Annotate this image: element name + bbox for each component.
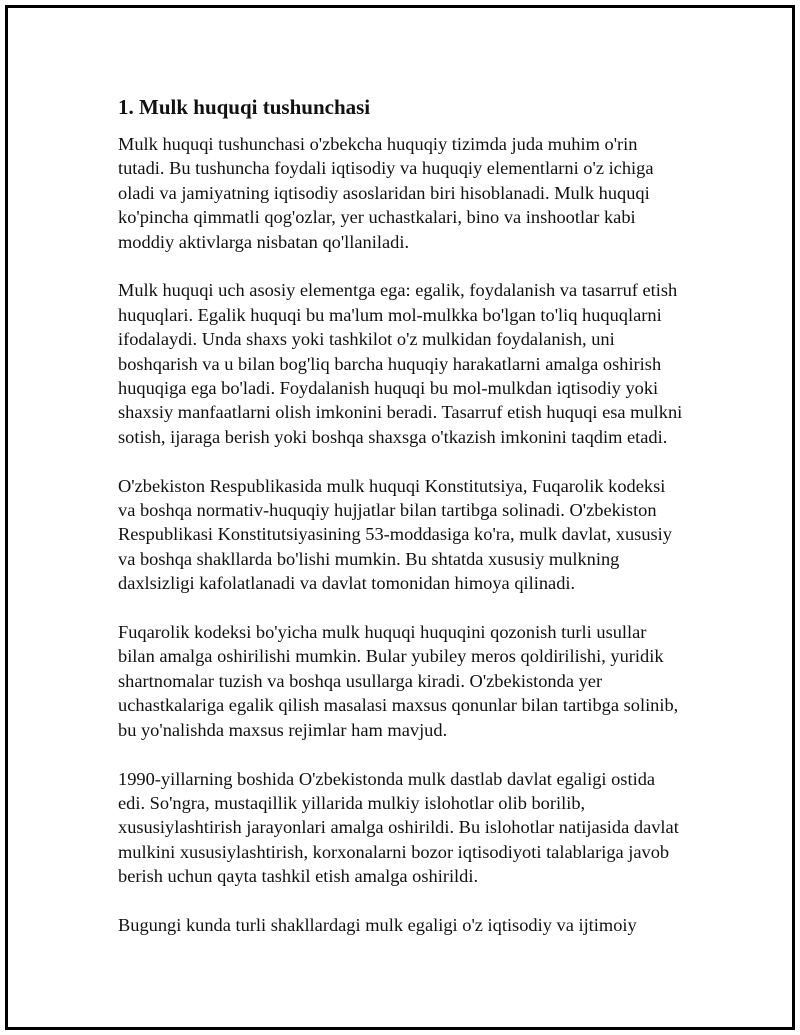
paragraph-line: O'zbekiston Respublikasida mulk huquqi Konstitutsiya, Fuqarolik kodeksi <box>118 475 666 496</box>
paragraph-line: huquqlari. Egalik huquqi bu ma'lum mol-mulkka bo'lgan to'liq huquqlarni <box>118 304 662 325</box>
paragraph-4 <box>118 620 738 742</box>
paragraph-line: Respublikasi Konstitutsiyasining 53-moddasiga ko'ra, mulk davlat, xususiy <box>118 524 672 545</box>
paragraph-line: xususiylashtirish jarayonlari amalga oshirildi. Bu islohotlar natijasida davlat <box>118 817 679 838</box>
paragraph-line: shartnomalar tuzish va boshqa usullarga kiradi. O'zbekistonda yer <box>118 670 603 691</box>
paragraph-line: mulkini xususiylashtirish, korxonalarni bozor iqtisodiyoti talablariga javob <box>118 841 670 862</box>
paragraph-line: va boshqa normativ-huquqiy hujjatlar bilan tartibga solinadi. O'zbekiston <box>118 500 657 521</box>
paragraph-6 <box>118 913 738 937</box>
section-title: 1. Mulk huquqi tushunchasi <box>118 95 371 119</box>
paragraph-line: uchastkalariga egalik qilish masalasi maxsus qonunlar bilan tartibga solinib, <box>118 695 679 716</box>
paragraph-line: huquqiga ega bo'ladi. Foydalanish huquqi bu mol-mulkdan iqtisodiy yoki <box>118 378 659 399</box>
paragraph-line: ko'pincha qimmatli qog'ozlar, yer uchastkalari, bino va inshootlar kabi <box>118 207 636 228</box>
paragraph-5 <box>118 767 738 889</box>
paragraph-line: Mulk huquqi tushunchasi o'zbekcha huquqiy tizimda juda muhim o'rin <box>118 134 638 154</box>
paragraph-line: 1990-yillarning boshida O'zbekistonda mulk dastlab davlat egaligi ostida <box>118 768 656 789</box>
paragraph-3 <box>118 474 738 596</box>
paragraph-line: berish uchun qayta tashkil etish amalga oshirildi. <box>118 866 479 887</box>
paragraph-line: sotish, ijaraga berish yoki boshqa shaxsga o'tkazish imkonini taqdim etadi. <box>118 426 668 447</box>
paragraph-line: shaxsiy manfaatlarni olish imkonini beradi. Tasarruf etish huquqi esa mulkni <box>118 402 683 423</box>
paragraph-line: va boshqa shakllarda bo'lishi mumkin. Bu shtatda xususiy mulkning <box>118 548 620 569</box>
paragraph-line: bu yo'nalishda maxsus rejimlar ham mavjud. <box>118 719 448 740</box>
paragraph-line: moddiy aktivlarga nisbatan qo'llaniladi. <box>118 231 410 252</box>
paragraph-line: Fuqarolik kodeksi bo'yicha mulk huquqi huquqini qozonish turli usullar <box>118 622 647 643</box>
document-body <box>118 95 738 962</box>
paragraph-line: boshqarish va u bilan bog'liq barcha huquqiy harakatlarni amalga oshirish <box>118 353 662 374</box>
paragraph-line: tutadi. Bu tushuncha foydali iqtisodiy va huquqiy elementlarni o'z ichiga <box>118 158 654 179</box>
paragraph-line: bilan amalga oshirilishi mumkin. Bular yubiley meros qoldirilishi, yuridik <box>118 646 664 667</box>
paragraph-line: edi. So'ngra, mustaqillik yillarida mulkiy islohotlar olib borilib, <box>118 792 586 813</box>
paragraph-2 <box>118 278 738 449</box>
paragraph-1 <box>118 132 738 254</box>
paragraph-line: oladi va jamiyatning iqtisodiy asoslaridan biri hisoblanadi. Mulk huquqi <box>118 182 650 203</box>
paragraph-line: Mulk huquqi uch asosiy elementga ega: egalik, foydalanish va tasarruf etish <box>118 280 678 301</box>
paragraph-line: Bugungi kunda turli shakllardagi mulk egaligi o'z iqtisodiy va ijtimoiy <box>118 914 637 935</box>
paragraph-line: daxlsizligi kafolatlanadi va davlat tomonidan himoya qilinadi. <box>118 573 576 594</box>
paragraph-line: ifodalaydi. Unda shaxs yoki tashkilot o'z mulkidan foydalanish, uni <box>118 329 615 350</box>
